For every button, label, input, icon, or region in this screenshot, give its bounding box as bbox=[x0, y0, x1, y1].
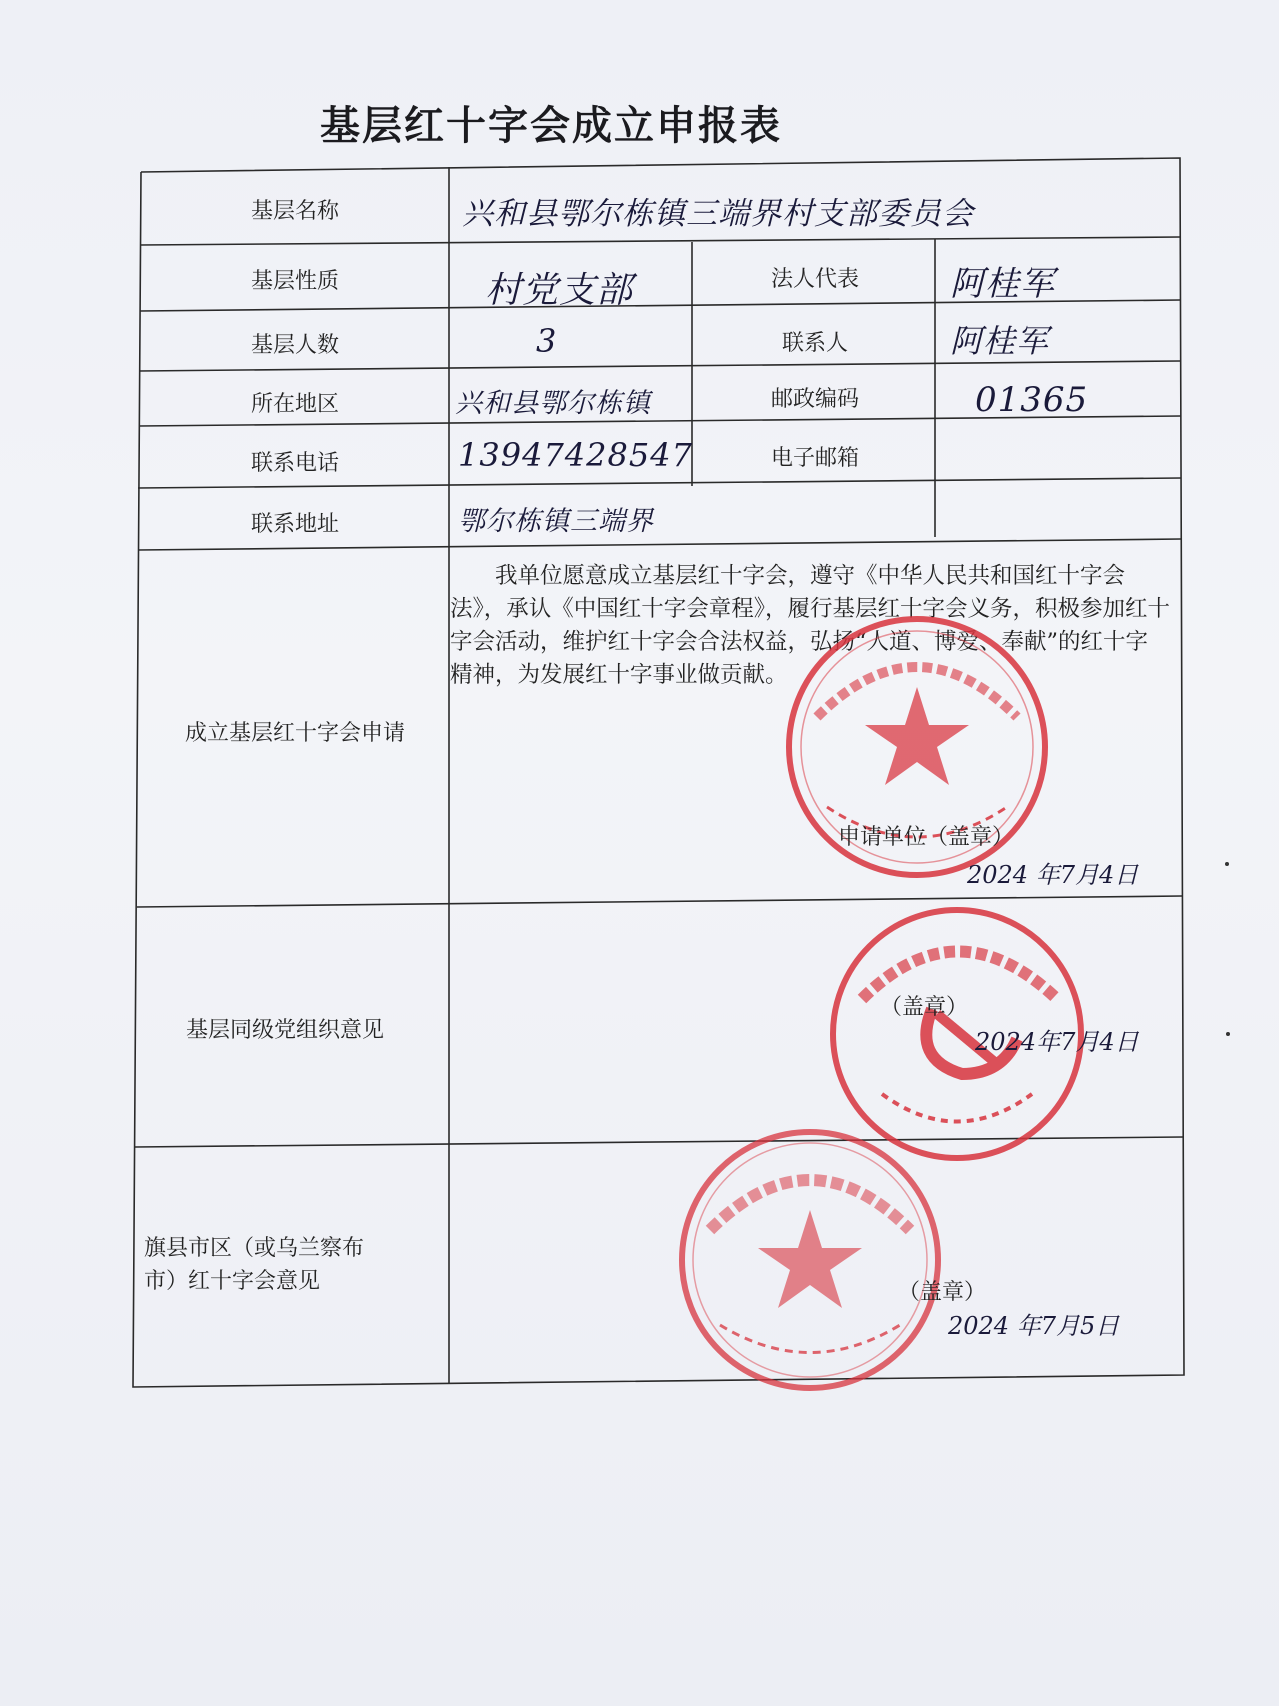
application-date: 2024 年7月4日 bbox=[967, 861, 1139, 889]
label-email: 电子邮箱 bbox=[770, 446, 859, 471]
value-nature: 村党支部 bbox=[485, 270, 634, 311]
red-cross-seal bbox=[670, 1120, 950, 1400]
label-county-opinion-line2: 市）红十字会意见 bbox=[144, 1269, 321, 1294]
form-title: 基层红十字会成立申报表 bbox=[320, 103, 782, 149]
label-county-opinion-line1: 旗县市区（或乌兰察布 bbox=[144, 1236, 365, 1261]
application-sign: 申请单位（盖章） bbox=[838, 825, 1015, 850]
value-phone: 13947428547 bbox=[458, 436, 693, 474]
value-address: 鄂尔栋镇三端界 bbox=[458, 506, 654, 537]
party-sign: （盖章） bbox=[880, 995, 969, 1020]
application-text: 我单位愿意成立基层红十字会，遵守《中华人民共和国红十字会法》，承认《中国红十字会章程》，履行基层红十字会义务，积极参加红十字会活动，维护红十字会合法权益，弘扬“人道、博爱、奉献”的红十字精神，为发展红十字事业做贡献。 bbox=[450, 563, 1171, 688]
county-sign: （盖章） bbox=[898, 1280, 987, 1305]
value-name: 兴和县鄂尔栋镇三端界村支部委员会 bbox=[462, 196, 974, 232]
value-count: 3 bbox=[536, 322, 558, 360]
label-name: 基层名称 bbox=[250, 199, 339, 224]
label-address: 联系地址 bbox=[250, 512, 339, 537]
label-nature: 基层性质 bbox=[250, 269, 339, 294]
label-legal-rep: 法人代表 bbox=[770, 267, 859, 292]
party-date: 2024年7月4日 bbox=[975, 1028, 1139, 1056]
label-postcode: 邮政编码 bbox=[770, 387, 859, 412]
label-contact: 联系人 bbox=[781, 331, 848, 356]
label-phone: 联系电话 bbox=[250, 451, 339, 476]
label-party-opinion: 基层同级党组织意见 bbox=[185, 1018, 384, 1043]
label-count: 基层人数 bbox=[250, 333, 339, 358]
ink-dot bbox=[1225, 862, 1229, 866]
value-postcode: 01365 bbox=[975, 380, 1089, 420]
label-region: 所在地区 bbox=[250, 392, 339, 417]
ink-dot bbox=[1226, 1032, 1230, 1036]
value-contact: 阿桂军 bbox=[950, 322, 1050, 360]
label-application: 成立基层红十字会申请 bbox=[184, 721, 405, 746]
value-legal-rep: 阿桂军 bbox=[950, 264, 1055, 304]
county-date: 2024 年7月5日 bbox=[948, 1312, 1120, 1340]
value-region: 兴和县鄂尔栋镇 bbox=[455, 388, 651, 419]
